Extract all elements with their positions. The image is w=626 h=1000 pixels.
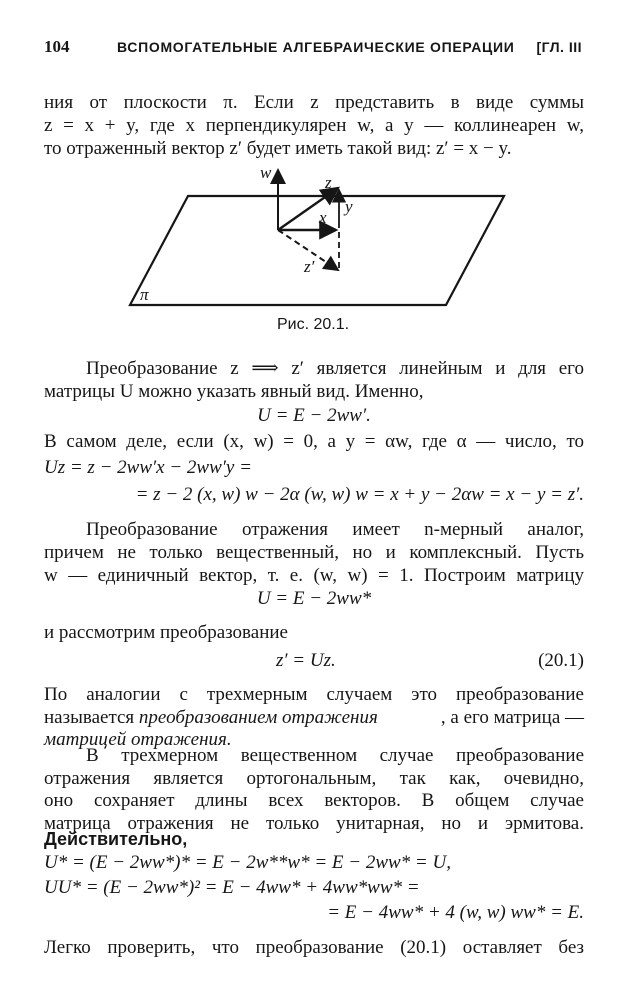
text-line: отражения является ортогональным, так как, очевидно, [44, 768, 584, 789]
equation-line: = z − 2 (x, w) w − 2α (w, w) w = x + y − 2αw = x − y = z′. [135, 484, 584, 505]
vector-z-arrow [278, 188, 338, 230]
text-line: w — единичный вектор, т. е. (w, w) = 1. Построим матрицу [44, 565, 584, 586]
equation: U = E − 2ww′. [257, 405, 371, 426]
plane-outline [130, 196, 504, 305]
equation-number: (20.1) [538, 650, 584, 671]
equation-line: U* = (E − 2ww*)* = E − 2w**w* = E − 2ww* = U, [44, 852, 451, 873]
label-zprime: z′ [304, 257, 315, 276]
text-line: z = x + y, где x перпендикулярен w, а y — коллинеарен w, [44, 115, 584, 136]
italic-term: матрицей отражения. [44, 729, 232, 750]
text-line: матрица отражения не только унитарная, но и эрмитова. [44, 813, 584, 834]
label-w: w [260, 163, 272, 182]
equation: z′ = Uz. [276, 650, 336, 671]
equation-line: Uz = z − 2ww′x − 2ww′y = [44, 457, 252, 478]
figure-reflection-diagram [120, 160, 510, 310]
text-span [44, 707, 378, 729]
text-span: , а его матрица — [440, 707, 584, 728]
label-pi: π [140, 285, 149, 304]
text-line: Преобразование z ⟹ z′ является линейным и для его [86, 358, 584, 379]
text-line: Преобразование отражения имеет n-мерный аналог, [86, 519, 584, 540]
text-line: Действительно, [44, 829, 188, 849]
figure-caption: Рис. 20.1. [276, 316, 350, 333]
text-line [44, 707, 584, 729]
text-line: то отраженный вектор z′ будет иметь такой вид: z′ = x − y. [44, 138, 512, 159]
equation-line: = E − 4ww* + 4 (w, w) ww* = E. [327, 902, 584, 923]
label-x: x [319, 208, 327, 227]
running-header [44, 37, 582, 57]
text-line: и рассмотрим преобразование [44, 622, 288, 643]
chapter-label: [ГЛ. III [536, 39, 582, 55]
italic-term: преобразованием отражения [138, 707, 378, 728]
text-line: В трехмерном вещественном случае преобразование [86, 745, 584, 766]
text-line: ния от плоскости π. Если z представить в виде суммы [44, 92, 584, 113]
text-line: Легко проверить, что преобразование (20.1) оставляет без [44, 937, 584, 958]
running-title: ВСПОМОГАТЕЛЬНЫЕ АЛГЕБРАИЧЕСКИЕ ОПЕРАЦИИ [117, 39, 515, 55]
text-line: оно сохраняет длины всех векторов. В общем случае [44, 790, 584, 811]
text-line: матрицы U можно указать явный вид. Именно, [44, 381, 424, 402]
text-line: По аналогии с трехмерным случаем это преобразование [44, 684, 584, 705]
equation: U = E − 2ww* [256, 588, 372, 609]
text-line: причем не только вещественный, но и комплексный. Пусть [44, 542, 584, 563]
text-line: В самом деле, если (x, w) = 0, а y = αw, где α — число, то [44, 431, 584, 452]
page-number: 104 [44, 37, 70, 56]
equation-line: UU* = (E − 2ww*)² = E − 4ww* + 4ww*ww* = [44, 877, 420, 898]
text-span: называется [44, 707, 139, 728]
label-z: z [325, 173, 332, 192]
label-y: y [345, 197, 353, 216]
